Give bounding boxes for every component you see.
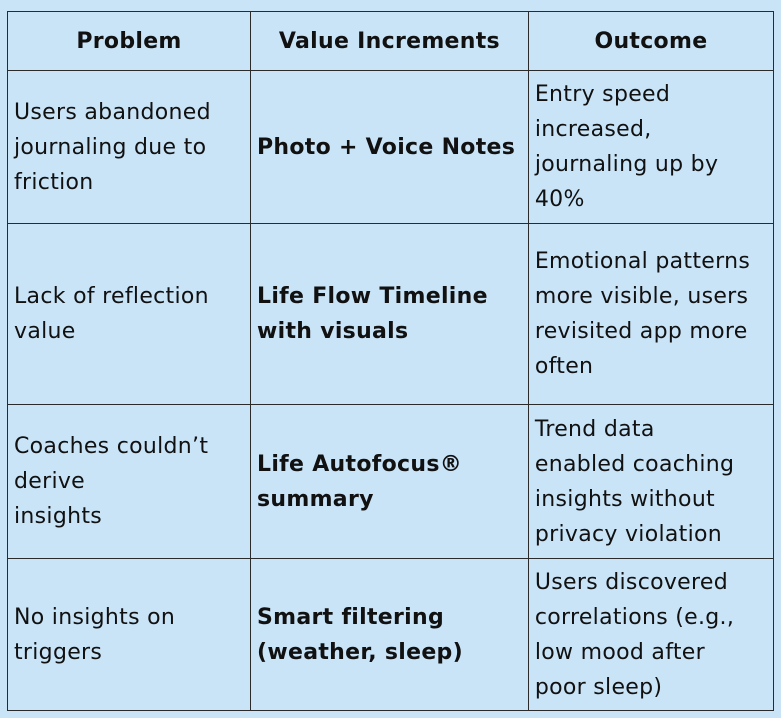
- problem-cell: No insights on triggers: [8, 559, 251, 711]
- outcome-cell: Trend data enabled coaching insights without privacy violation: [528, 405, 773, 559]
- table-row: [8, 405, 774, 559]
- problem-cell: Lack of reflection value: [8, 224, 251, 405]
- header-value-increments: Value Increments: [251, 12, 529, 71]
- table-row: [8, 224, 774, 405]
- table-row: [8, 559, 774, 711]
- increment-cell: Life Autofocus® summary: [251, 405, 529, 559]
- value-increments-table: [7, 11, 774, 711]
- outcome-cell: Emotional patterns more visible, users revisited app more often: [528, 224, 773, 405]
- outcome-cell: Entry speed increased, journaling up by 40%: [528, 71, 773, 224]
- header-outcome: Outcome: [528, 12, 773, 71]
- increment-cell: Photo + Voice Notes: [251, 71, 529, 224]
- header-problem: Problem: [8, 12, 251, 71]
- increment-cell: Smart filtering (weather, sleep): [251, 559, 529, 711]
- outcome-cell: Users discovered correlations (e.g., low mood after poor sleep): [528, 559, 773, 711]
- table-header-row: [8, 12, 774, 71]
- table-row: [8, 71, 774, 224]
- increment-cell: Life Flow Timeline with visuals: [251, 224, 529, 405]
- problem-cell: Coaches couldn’t derive insights: [8, 405, 251, 559]
- problem-cell: Users abandoned journaling due to friction: [8, 71, 251, 224]
